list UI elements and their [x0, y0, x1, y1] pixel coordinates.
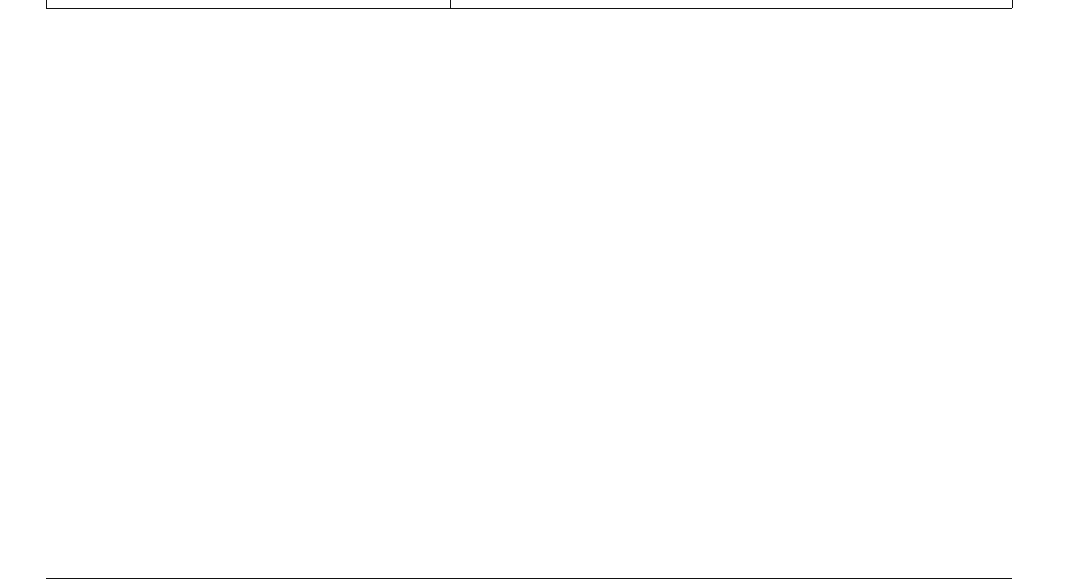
table-top-rule — [46, 8, 1012, 9]
table-bottom-rule — [46, 578, 1012, 579]
table-border-left — [46, 0, 47, 8]
table-border-middle — [450, 0, 451, 8]
table-border-right — [1012, 0, 1013, 8]
